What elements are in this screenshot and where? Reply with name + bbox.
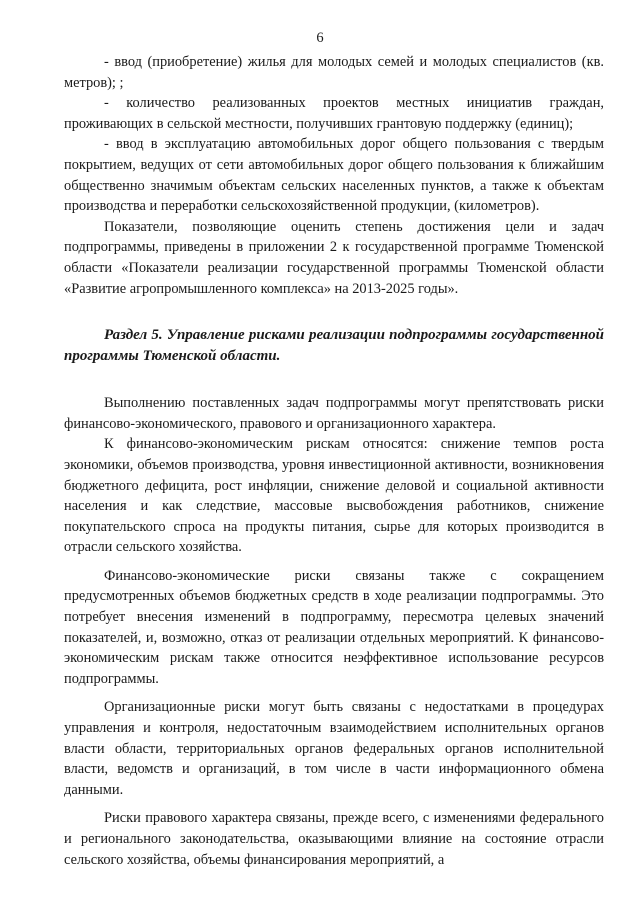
spacer [64,800,604,808]
paragraph-financial-risks: К финансово-экономическим рискам относятся: снижение темпов роста экономики, объемов производства, уровня инвестиционной активности, возникновения бюджетного дефицита, рост инфляции, снижение деловой и социальной активности населения и как следствие, массовые высвобождения работников, снижение покупательского спроса на продукты питания, сырье для которых производится в отрасли сельского хозяйства. [64,436,604,556]
spacer [64,558,604,566]
paragraph-risks-intro: Выполнению поставленных задач подпрограммы могут препятствовать риски финансово-экономического, правового и организационного характера. [64,395,604,432]
spacer [64,689,604,697]
page-number: 6 [316,30,324,46]
spacer [64,299,604,325]
paragraph-indicators: Показатели, позволяющие оценить степень достижения цели и задач подпрограммы, приведены в приложении 2 к государственной программе Тюменской области «Показатели реализации государственной программы Тюменской области «Развитие агропромышленного комплекса» на 2013-2025 годы». [64,218,604,297]
list-item-housing: - ввод (приобретение) жилья для молодых семей и молодых специалистов (кв. метров); ; [64,54,604,91]
section-heading: Раздел 5. Управление рисками реализации подпрограммы государственной программы Тюменской области. [64,327,604,365]
list-item-initiatives: - количество реализованных проектов местных инициатив граждан, проживающих в сельской местности, получивших грантовую поддержку (единиц); [64,95,604,132]
paragraph-legal-risks: Риски правового характера связаны, прежде всего, с изменениями федерального и регионального законодательства, оказывающими влияние на состояние отрасли сельского хозяйства, объемы финансирования мероприятий, а [64,810,604,868]
paragraph-organizational-risks: Организационные риски могут быть связаны с недостатками в процедурах управления и контроля, недостаточным взаимодействием исполнительных органов власти области, территориальных органов федеральных органов исполнительной власти, ведомств и организаций, в том числе в части информационного обмена данными. [64,699,604,798]
page-body [64,52,604,870]
list-item-roads: - ввод в эксплуатацию автомобильных дорог общего пользования с твердым покрытием, ведущих от сети автомобильных дорог общего пользования к ближайшим общественно значимым объектам сельских населенных пунктов, а также к объектам производства и переработки сельскохозяйственной продукции, (километров). [64,136,604,215]
spacer [64,367,604,393]
paragraph-budget-risks: Финансово-экономические риски связаны также с сокращением предусмотренных объемов бюджетных средств в ходе реализации подпрограммы. Это потребует внесения изменений в подпрограмму, пересмотра целевых значений показателей, и, возможно, отказ от реализации отдельных мероприятий. К финансово-экономическим рискам также относится неэффективное использование ресурсов подпрограммы. [64,567,604,687]
